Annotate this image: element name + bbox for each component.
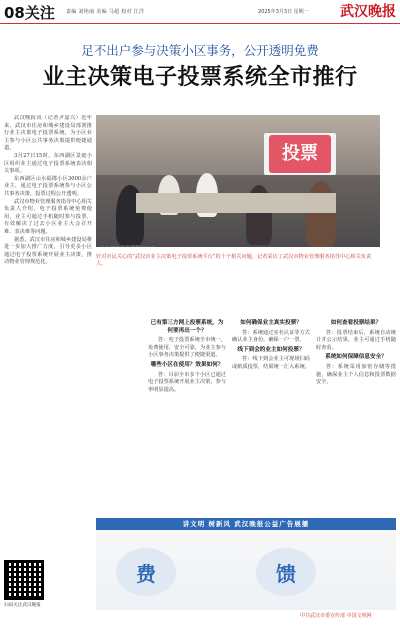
article-photo [96,115,380,247]
answer-paragraph: 答：系统通过实名认证等方式确认业主身份，确保一户一票。 [232,329,310,344]
qr-caption: 扫码关注武汉晚报 [4,603,41,608]
meeting-table [136,193,336,213]
paragraph: 武汉晚报讯（记者尹嘉兴）近年来，武汉市住房和城乡建设局部署推行业主决策电子投票系统，为小区业主参与小区公共事务决策提供便捷通道。 [4,115,92,152]
answer-paragraph: 答：线下到会业主可现场扫码或纸质投票，结果统一汇入系统。 [232,356,310,370]
answer-paragraph: 答：投票结束后，系统自动统计并公示结果，业主可通过手机随时查看。 [316,329,396,351]
paragraph: 据悉，武汉市住房和城乡建设局将进一步加大推广力度，引导更多小区通过电子投票系统开展业主决策，推动物业管理规范化。 [4,236,92,266]
answer-paragraph: 答：系统采用加密存储等措施，确保业主个人信息和投票数据安全。 [316,363,396,386]
answer-paragraph: 答：电子投票系统全市统一，免费使用，安全可靠，为业主参与小区事务决策提供了便捷渠道。 [148,337,226,359]
newspaper-logo: 武汉晚报 [340,4,396,20]
ad-character-left: 费 [136,562,156,586]
editor-credits: 责编 刘艳丽 美编 马超 校对 江洋 [66,9,145,15]
vote-sign: 投票 [269,135,331,173]
article-title: 业主决策电子投票系统全市推行 [42,65,358,90]
ad-credit: 中共武汉市委宣传部 中国文明网 [300,613,372,619]
paragraph: 东西湖区山水福郡小区3000余户业主，通过电子投票系统参与小区公共事务决策，投票过程公开透明。 [4,175,92,197]
qa-intro: 针对市民关心的“武汉市业主决策电子投票系统平台”的十个相关问题，记者采访了武汉市物业管理服务指导中心相关负责人。 [96,254,372,267]
article-subtitle: 足不出户参与决策小区事务，公开透明免费 [81,43,319,58]
issue-date: 2025年3月3日 星期一 [258,9,309,15]
question-heading: 如何查看投票结果？ [330,320,382,326]
person-figure [306,181,336,247]
qr-code-icon[interactable] [4,560,44,600]
qa-column-1 [148,318,226,513]
qa-column-3 [316,318,396,513]
article-column-1 [4,115,92,510]
paragraph: 3月27日15时，东西湖区景庭小区组织业主通过电子投票系统表决相关事项。 [4,152,92,175]
photo-caption: 业主可线上查看投票情况。 [100,247,161,253]
qa-column-2 [232,318,310,513]
answer-paragraph: 答：目前全市多个小区已通过电子投票系统开展业主决策，参与率明显提高。 [148,371,226,393]
question-heading: 线下到会的业主如何投票？ [237,346,305,353]
paragraph: 武汉市物业管理服务指导中心相关负责人介绍，电子投票系统免费使用，业主可通过手机随时参与投票，有效解决了过去小区业主大会召开难、表决难等问题。 [4,198,92,235]
section-label: 08关注 [4,4,55,22]
question-heading: 哪些小区在使用？效果如何？ [150,361,224,368]
question-heading: 系统如何保障信息安全？ [325,354,387,361]
question-heading: 已有第三方网上投票系统，为何要再出一个？ [150,320,224,334]
page-header [0,0,400,24]
public-service-banner: 讲文明 树新风 武汉晚报公益广告展播 [96,518,396,530]
question-heading: 如何确保业主真实投票？ [240,320,302,326]
public-service-ad [96,530,396,610]
ad-character-right: 馈 [276,562,296,586]
